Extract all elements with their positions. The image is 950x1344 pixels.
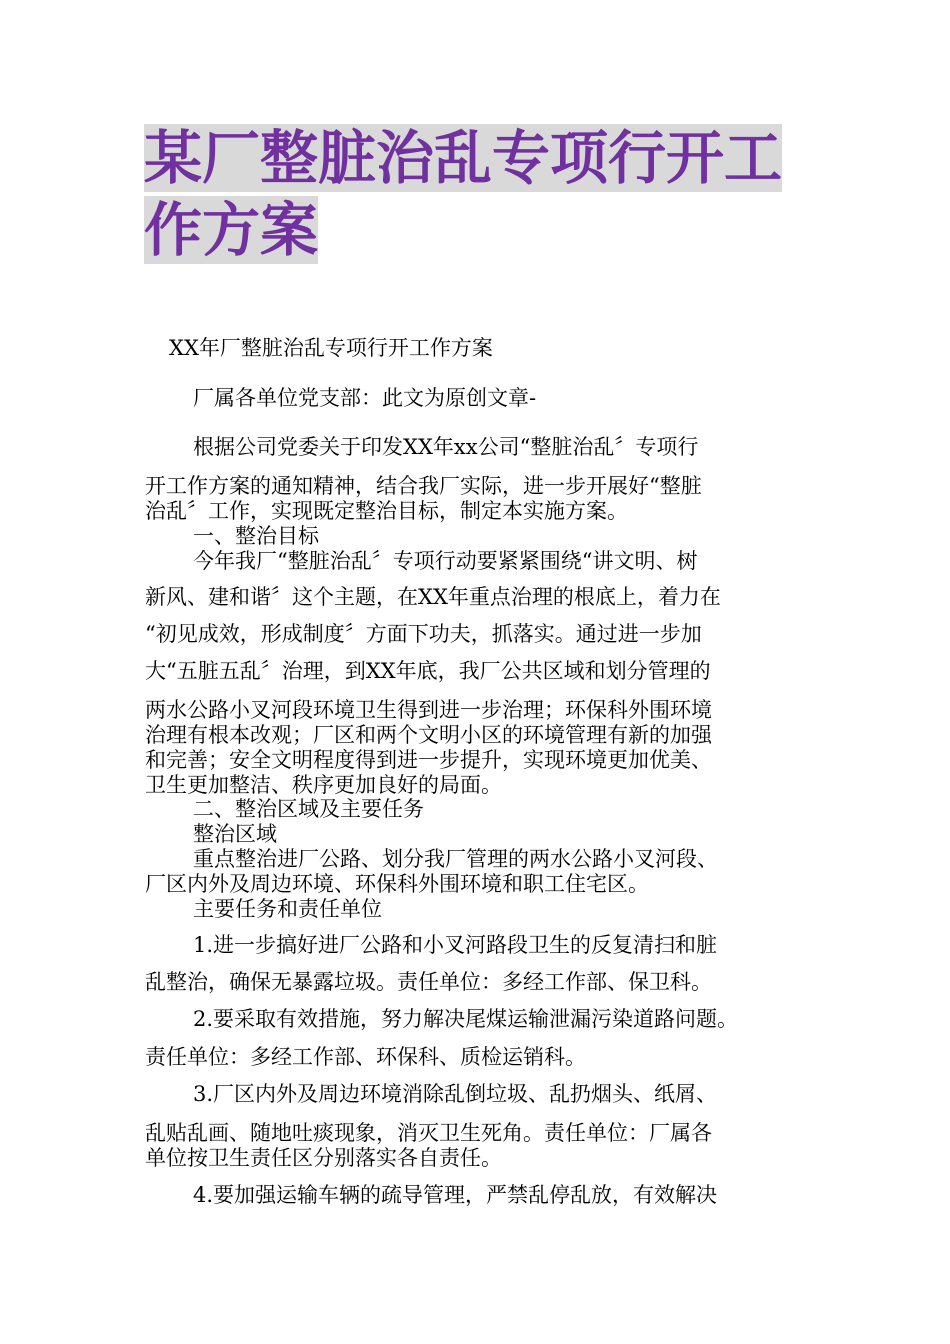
section-heading: 一、整治目标	[193, 524, 319, 548]
paragraph-line: 大“五脏五乱〞治理，到XX年底，我厂公共区域和划分管理的	[145, 659, 711, 683]
salutation-line: 厂属各单位党支部：此文为原创文章-	[193, 386, 537, 410]
paragraph-line: 单位按卫生责任区分别落实各自责任。	[145, 1146, 502, 1170]
subsection-heading: 主要任务和责任单位	[193, 897, 382, 921]
paragraph-line: 重点整治进厂公路、划分我厂管理的两水公路小叉河段、	[193, 847, 718, 871]
paragraph-line: 乱整治，确保无暴露垃圾。责任单位：多经工作部、保卫科。	[145, 970, 712, 994]
paragraph-line: 1.进一步搞好进厂公路和小叉河路段卫生的反复清扫和脏	[193, 933, 718, 957]
paragraph-line: 2.要采取有效措施，努力解决尾煤运输泄漏污染道路问题。	[193, 1007, 739, 1031]
paragraph-line: 责任单位：多经工作部、环保科、质检运销科。	[145, 1045, 586, 1069]
paragraph-line: 乱贴乱画、随地吐痰现象，消灭卫生死角。责任单位：厂属各	[145, 1121, 712, 1145]
paragraph-line: 厂区内外及周边环境、环保科外围环境和职工住宅区。	[145, 872, 649, 896]
paragraph-line: 治乱〞工作，实现既定整治目标，制定本实施方案。	[145, 499, 628, 523]
paragraph-line: 开工作方案的通知精神，结合我厂实际，进一步开展好“整脏	[145, 474, 702, 498]
title-line-2: 作方案	[144, 196, 319, 264]
paragraph-line: 治理有根本改观；厂区和两个文明小区的环境管理有新的加强	[145, 723, 712, 747]
paragraph-line: 两水公路小叉河段环境卫生得到进一步治理；环保科外围环境	[145, 698, 712, 722]
paragraph-line: 3.厂区内外及周边环境消除乱倒垃圾、乱扔烟头、纸屑、	[193, 1082, 718, 1106]
subtitle-line: XX年厂整脏治乱专项行开工作方案	[169, 336, 493, 360]
paragraph-line: 根据公司党委关于印发XX年xx公司“整脏治乱〞专项行	[193, 435, 699, 459]
paragraph-line: 今年我厂“整脏治乱〞专项行动要紧紧围绕“讲文明、树	[193, 549, 698, 573]
paragraph-line: “初见成效，形成制度〞方面下功夫，抓落实。通过进一步加	[145, 622, 702, 646]
document-title	[144, 122, 824, 266]
paragraph-line: 和完善；安全文明程度得到进一步提升，实现环境更加优美、	[145, 748, 712, 772]
paragraph-line: 4.要加强运输车辆的疏导管理，严禁乱停乱放，有效解决	[193, 1183, 718, 1207]
paragraph-line: 卫生更加整洁、秩序更加良好的局面。	[145, 773, 502, 797]
paragraph-line: 新风、建和谐〞这个主题，在XX年重点治理的根底上，着力在	[145, 585, 721, 609]
section-heading: 二、整治区域及主要任务	[193, 797, 424, 821]
title-line-1: 某厂整脏治乱专项行开工	[144, 124, 783, 192]
subsection-heading: 整治区域	[193, 822, 277, 846]
